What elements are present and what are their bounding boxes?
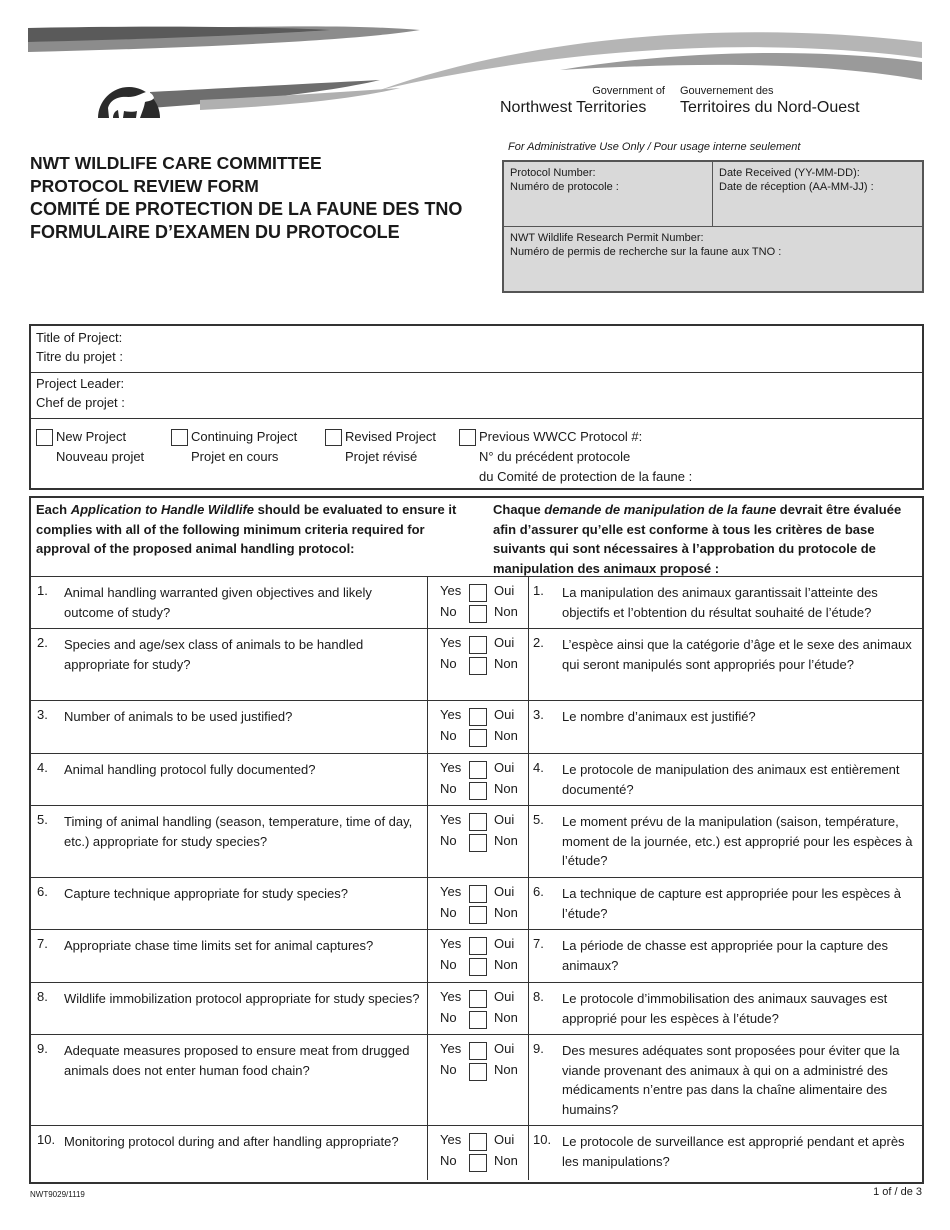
page-number: 1 of / de 3 bbox=[873, 1186, 922, 1198]
oui-label: Oui bbox=[494, 635, 515, 650]
oui-label: Oui bbox=[494, 760, 515, 775]
title-en-line2: PROTOCOL REVIEW FORM bbox=[30, 176, 259, 196]
criteria-text-en: Animal handling protocol fully documented? bbox=[64, 762, 316, 777]
gov-en-small: Government of bbox=[592, 85, 665, 97]
no-checkbox[interactable] bbox=[469, 906, 487, 924]
criteria-text-en: Monitoring protocol during and after handling appropriate? bbox=[64, 1134, 399, 1149]
yes-checkbox[interactable] bbox=[469, 1042, 487, 1060]
criteria-text-fr: Le protocole d’immobilisation des animaux sauvages est approprié pour les espèces à l’étude? bbox=[562, 991, 888, 1026]
yes-no-group bbox=[427, 1126, 529, 1180]
yes-no-group bbox=[427, 701, 529, 754]
criteria-number-fr: 9. bbox=[533, 1041, 544, 1056]
title-fr-line1: COMITÉ DE PROTECTION DE LA FAUNE DES TNO bbox=[30, 199, 463, 219]
no-label: No bbox=[440, 1153, 457, 1168]
no-checkbox[interactable] bbox=[469, 958, 487, 976]
criteria-text-fr: Le moment prévu de la manipulation (saison, température, moment de la journée, etc.) est approprié pour les espèces à l’étude? bbox=[562, 814, 913, 868]
no-checkbox[interactable] bbox=[469, 729, 487, 747]
criteria-text-fr: L’espèce ainsi que la catégorie d’âge et le sexe des animaux qui seront manipulés sont appropriés pour l’étude? bbox=[562, 637, 912, 672]
non-label: Non bbox=[494, 905, 518, 920]
form-code: NWT9029/1119 bbox=[30, 1190, 85, 1199]
yes-label: Yes bbox=[440, 884, 462, 899]
yes-checkbox[interactable] bbox=[469, 584, 487, 602]
yes-no-group bbox=[427, 629, 529, 701]
non-label: Non bbox=[494, 1010, 518, 1025]
criteria-text-en: Species and age/sex class of animals to be handled appropriate for study? bbox=[64, 637, 364, 672]
no-checkbox[interactable] bbox=[469, 657, 487, 675]
yes-label: Yes bbox=[440, 760, 462, 775]
gov-fr-block bbox=[680, 85, 860, 117]
yes-checkbox[interactable] bbox=[469, 636, 487, 654]
no-checkbox[interactable] bbox=[469, 1063, 487, 1081]
criteria-number-fr: 10. bbox=[533, 1132, 552, 1147]
project-info-box bbox=[29, 324, 924, 490]
criteria-text-fr: Le protocole de surveillance est approprié pendant et après les manipulations? bbox=[562, 1134, 905, 1169]
oui-label: Oui bbox=[494, 936, 515, 951]
new-project-checkbox[interactable] bbox=[36, 429, 53, 446]
yes-no-group bbox=[427, 1035, 529, 1126]
title-fr-line2: FORMULAIRE D’EXAMEN DU PROTOCOLE bbox=[30, 222, 400, 242]
oui-label: Oui bbox=[494, 812, 515, 827]
gov-fr-big: Territoires du Nord-Ouest bbox=[680, 99, 860, 116]
project-title-field[interactable]: Title of Project: Titre du projet : bbox=[31, 326, 922, 373]
oui-label: Oui bbox=[494, 1132, 515, 1147]
criteria-number-fr: 6. bbox=[533, 884, 544, 899]
non-label: Non bbox=[494, 1153, 518, 1168]
no-label: No bbox=[440, 957, 457, 972]
yes-checkbox[interactable] bbox=[469, 813, 487, 831]
criteria-table bbox=[29, 496, 924, 1184]
criteria-text-en: Timing of animal handling (season, temperature, time of day, etc.) appropriate for study species? bbox=[64, 814, 413, 849]
no-label: No bbox=[440, 656, 457, 671]
criteria-text-fr: Des mesures adéquates sont proposées pour éviter que la viande provenant des animaux à qui on a administré des médicaments n’entre pas dans la chaîne alimentaire des humains? bbox=[562, 1043, 900, 1117]
criteria-number: 7. bbox=[37, 936, 48, 951]
yes-no-group bbox=[427, 930, 529, 983]
no-checkbox[interactable] bbox=[469, 1154, 487, 1172]
no-label: No bbox=[440, 833, 457, 848]
criteria-text-en: Wildlife immobilization protocol appropriate for study species? bbox=[64, 991, 420, 1006]
gov-en-name: Northwest Territories bbox=[500, 99, 647, 116]
criteria-row bbox=[31, 753, 922, 806]
project-leader-field[interactable]: Project Leader: Chef de projet : bbox=[31, 373, 922, 419]
yes-no-group bbox=[427, 806, 529, 878]
yes-checkbox[interactable] bbox=[469, 937, 487, 955]
criteria-number-fr: 8. bbox=[533, 989, 544, 1004]
criteria-number: 5. bbox=[37, 812, 48, 827]
oui-label: Oui bbox=[494, 884, 515, 899]
non-label: Non bbox=[494, 957, 518, 972]
previous-protocol-label: Previous WWCC Protocol #: N° du précédent protocole du Comité de protection de la faune : bbox=[479, 429, 693, 484]
criteria-text-en: Capture technique appropriate for study species? bbox=[64, 886, 349, 901]
no-label: No bbox=[440, 1062, 457, 1077]
permit-number-field[interactable]: NWT Wildlife Research Permit Number: Numéro de permis de recherche sur la faune aux TNO : bbox=[510, 232, 782, 258]
criteria-row bbox=[31, 628, 922, 701]
criteria-number: 4. bbox=[37, 760, 48, 775]
criteria-intro-fr: Chaque demande de manipulation de la faune devrait être évaluée afin d’assurer qu’elle est conforme à tous les critères de base suivants qui sont nécessaires à l’approbation du protocole de manipulation des animaux proposé : bbox=[493, 502, 902, 576]
non-label: Non bbox=[494, 656, 518, 671]
criteria-number: 6. bbox=[37, 884, 48, 899]
criteria-text-en: Number of animals to be used justified? bbox=[64, 709, 293, 724]
criteria-number: 2. bbox=[37, 635, 48, 650]
criteria-text-fr: La manipulation des animaux garantissait l’atteinte des objectifs et l’obtention du résultat souhaité de l’étude? bbox=[562, 585, 878, 620]
criteria-number: 10. bbox=[37, 1132, 56, 1147]
no-label: No bbox=[440, 604, 457, 619]
criteria-row bbox=[31, 982, 922, 1035]
continuing-project-label: Continuing Project Projet en cours bbox=[191, 429, 298, 464]
criteria-text-fr: La période de chasse est appropriée pour la capture des animaux? bbox=[562, 938, 888, 973]
new-project-label: New Project Nouveau projet bbox=[56, 429, 145, 464]
revised-project-label: Revised Project Projet révisé bbox=[345, 429, 437, 464]
criteria-number-fr: 5. bbox=[533, 812, 544, 827]
polar-bear-icon bbox=[96, 64, 162, 120]
criteria-number: 3. bbox=[37, 707, 48, 722]
admin-note: For Administrative Use Only / Pour usage interne seulement bbox=[508, 141, 801, 153]
yes-label: Yes bbox=[440, 635, 462, 650]
criteria-number: 8. bbox=[37, 989, 48, 1004]
criteria-row bbox=[31, 1034, 922, 1126]
yes-label: Yes bbox=[440, 707, 462, 722]
yes-checkbox[interactable] bbox=[469, 885, 487, 903]
criteria-text-fr: La technique de capture est appropriée pour les espèces à l’étude? bbox=[562, 886, 901, 921]
oui-label: Oui bbox=[494, 707, 515, 722]
criteria-number: 1. bbox=[37, 583, 48, 598]
criteria-number-fr: 7. bbox=[533, 936, 544, 951]
non-label: Non bbox=[494, 604, 518, 619]
yes-label: Yes bbox=[440, 812, 462, 827]
yes-no-group bbox=[427, 983, 529, 1035]
yes-no-group bbox=[427, 878, 529, 930]
no-checkbox[interactable] bbox=[469, 605, 487, 623]
no-label: No bbox=[440, 781, 457, 796]
no-checkbox[interactable] bbox=[469, 834, 487, 852]
criteria-row bbox=[31, 805, 922, 878]
non-label: Non bbox=[494, 728, 518, 743]
revised-project-checkbox[interactable] bbox=[325, 429, 342, 446]
yes-checkbox[interactable] bbox=[469, 761, 487, 779]
criteria-intro-en: Each Application to Handle Wildlife should be evaluated to ensure it complies with all of the following minimum criteria required for approval of the proposed animal handling protocol: bbox=[36, 502, 457, 556]
criteria-row bbox=[31, 877, 922, 930]
yes-label: Yes bbox=[440, 583, 462, 598]
criteria-text-en: Animal handling warranted given objectives and likely outcome of study? bbox=[64, 585, 372, 620]
criteria-number-fr: 4. bbox=[533, 760, 544, 775]
non-label: Non bbox=[494, 1062, 518, 1077]
protocol-number-field[interactable]: Protocol Number: Numéro de protocole : bbox=[510, 167, 619, 193]
non-label: Non bbox=[494, 833, 518, 848]
criteria-number-fr: 1. bbox=[533, 583, 544, 598]
gov-en-block bbox=[587, 85, 665, 98]
continuing-project-checkbox[interactable] bbox=[171, 429, 188, 446]
yes-label: Yes bbox=[440, 989, 462, 1004]
yes-checkbox[interactable] bbox=[469, 708, 487, 726]
criteria-number-fr: 3. bbox=[533, 707, 544, 722]
oui-label: Oui bbox=[494, 989, 515, 1004]
yes-label: Yes bbox=[440, 936, 462, 951]
non-label: Non bbox=[494, 781, 518, 796]
criteria-text-en: Adequate measures proposed to ensure meat from drugged animals does not enter human food chain? bbox=[64, 1043, 410, 1078]
criteria-text-en: Appropriate chase time limits set for animal captures? bbox=[64, 938, 374, 953]
yes-label: Yes bbox=[440, 1132, 462, 1147]
admin-use-box bbox=[502, 160, 924, 293]
oui-label: Oui bbox=[494, 1041, 515, 1056]
form-title bbox=[30, 152, 462, 244]
criteria-row bbox=[31, 700, 922, 754]
title-en-line1: NWT WILDLIFE CARE COMMITTEE bbox=[30, 153, 322, 173]
date-received-field[interactable]: Date Received (YY-MM-DD): Date de réception (AA-MM-JJ) : bbox=[719, 167, 874, 193]
no-checkbox[interactable] bbox=[469, 782, 487, 800]
yes-no-group bbox=[427, 754, 529, 806]
criteria-row bbox=[31, 576, 922, 629]
yes-checkbox[interactable] bbox=[469, 990, 487, 1008]
criteria-text-fr: Le protocole de manipulation des animaux est entièrement documenté? bbox=[562, 762, 900, 797]
criteria-number-fr: 2. bbox=[533, 635, 544, 650]
yes-checkbox[interactable] bbox=[469, 1133, 487, 1151]
previous-protocol-checkbox[interactable] bbox=[459, 429, 476, 446]
oui-label: Oui bbox=[494, 583, 515, 598]
gov-fr-small: Gouvernement des bbox=[680, 85, 774, 97]
criteria-row bbox=[31, 1125, 922, 1180]
no-label: No bbox=[440, 905, 457, 920]
no-label: No bbox=[440, 728, 457, 743]
no-label: No bbox=[440, 1010, 457, 1025]
no-checkbox[interactable] bbox=[469, 1011, 487, 1029]
yes-no-group bbox=[427, 577, 529, 629]
yes-label: Yes bbox=[440, 1041, 462, 1056]
criteria-number: 9. bbox=[37, 1041, 48, 1056]
criteria-row bbox=[31, 929, 922, 983]
project-type-options bbox=[31, 419, 922, 487]
criteria-text-fr: Le nombre d’animaux est justifié? bbox=[562, 709, 756, 724]
